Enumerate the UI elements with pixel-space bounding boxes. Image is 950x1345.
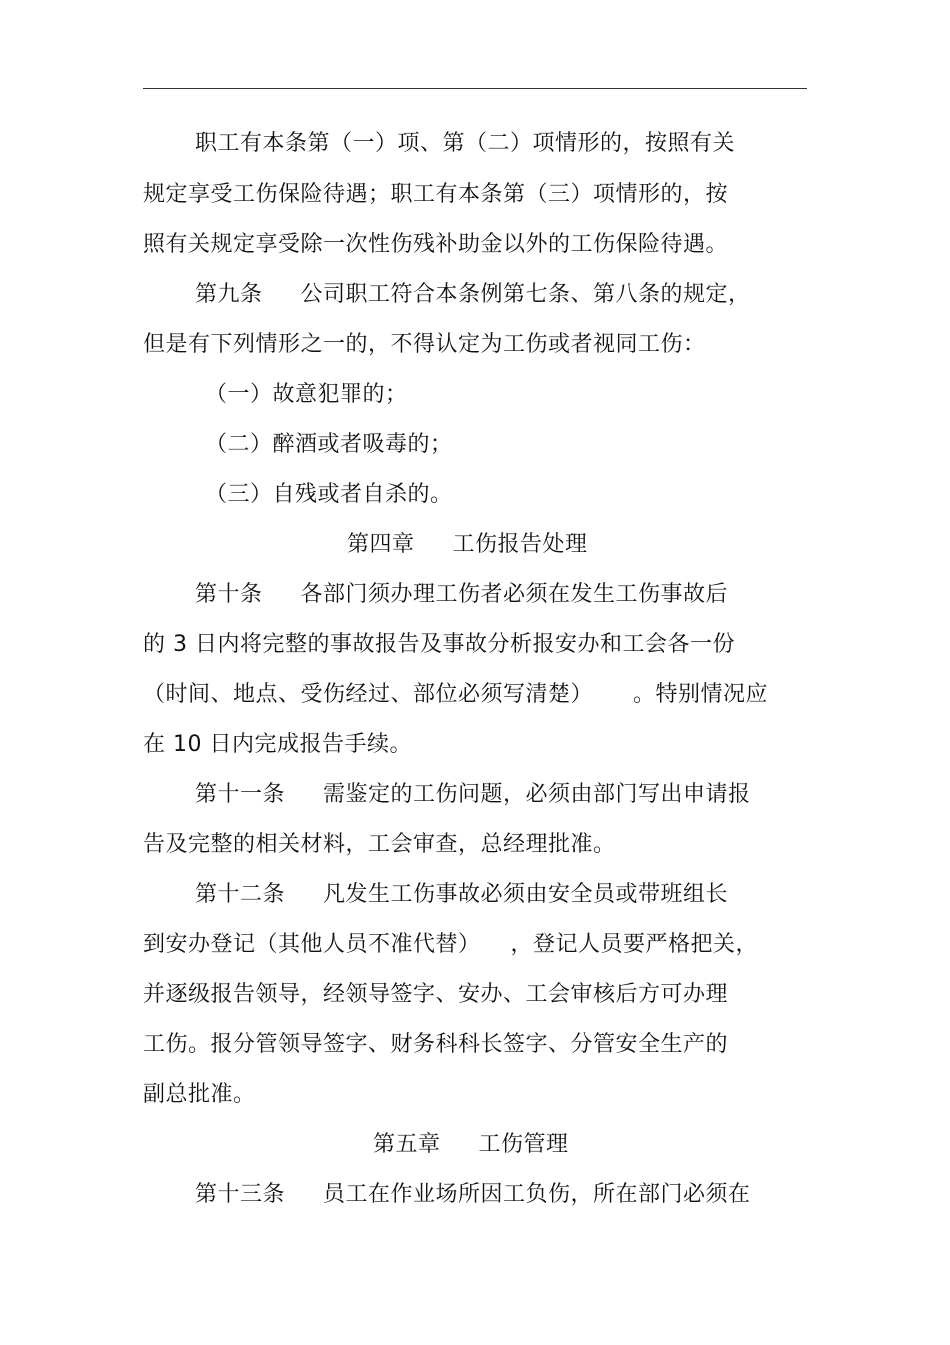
article-number: 第十一条 — [195, 782, 286, 807]
article-number: 第九条 — [195, 282, 263, 307]
chapter-heading — [373, 1130, 569, 1160]
chapter-title: 工伤管理 — [478, 1132, 569, 1157]
article-number: 第十二条 — [195, 882, 286, 907]
article-13-line — [195, 1180, 751, 1210]
list-item: （一）故意犯罪的； — [205, 382, 408, 407]
text-line — [143, 680, 768, 710]
text-line: 工伤。报分管领导签字、财务科科长签字、分管安全生产的 — [143, 1032, 729, 1057]
text-line: 并逐级报告领导，经领导签字、安办、工会审核后方可办理 — [143, 982, 729, 1007]
text-line: 职工有本条第（一）项、第（二）项情形的，按照有关 — [195, 131, 736, 156]
header-rule — [143, 88, 807, 89]
article-text: 员工在作业场所因工负伤，所在部门必须在 — [323, 1182, 751, 1207]
text-line: 副总批准。 — [143, 1082, 256, 1107]
chapter-heading — [347, 530, 588, 560]
article-text: 公司职工符合本条例第七条、第八条的规定， — [300, 282, 751, 307]
list-item: （三）自残或者自杀的。 — [205, 482, 453, 507]
article-text: 各部门须办理工伤者必须在发生工伤事故后 — [300, 582, 729, 607]
chapter-number: 第五章 — [373, 1132, 441, 1157]
article-text: 需鉴定的工伤问题，必须由部门写出申请报 — [323, 782, 751, 807]
text-segment: 。特别情况应 — [633, 682, 769, 707]
text-line: 照有关规定享受除一次性伤残补助金以外的工伤保险待遇。 — [143, 232, 729, 257]
chapter-number: 第四章 — [347, 532, 415, 557]
list-item: （二）醉酒或者吸毒的； — [205, 432, 453, 457]
text-segment: 到安办登记（其他人员不准代替） — [143, 932, 481, 957]
text-line: 告及完整的相关材料，工会审查，总经理批准。 — [143, 832, 616, 857]
text-line: 的 3 日内将完整的事故报告及事故分析报安办和工会各一份 — [143, 632, 735, 657]
text-line: 规定享受工伤保险待遇；职工有本条第（三）项情形的，按 — [143, 182, 729, 207]
article-12-line — [195, 880, 728, 910]
article-text: 凡发生工伤事故必须由安全员或带班组长 — [323, 882, 729, 907]
article-10-line — [195, 580, 728, 610]
article-number: 第十三条 — [195, 1182, 286, 1207]
article-number: 第十条 — [195, 582, 263, 607]
text-segment: （时间、地点、受伤经过、部位必须写清楚） — [143, 682, 594, 707]
chapter-title: 工伤报告处理 — [452, 532, 588, 557]
article-11-line — [195, 780, 751, 810]
text-line — [143, 930, 758, 960]
text-segment: ，登记人员要严格把关， — [510, 932, 759, 957]
article-9-line — [195, 280, 751, 310]
text-line: 但是有下列情形之一的，不得认定为工伤或者视同工伤： — [143, 332, 706, 357]
text-line: 在 10 日内完成报告手续。 — [143, 732, 412, 757]
